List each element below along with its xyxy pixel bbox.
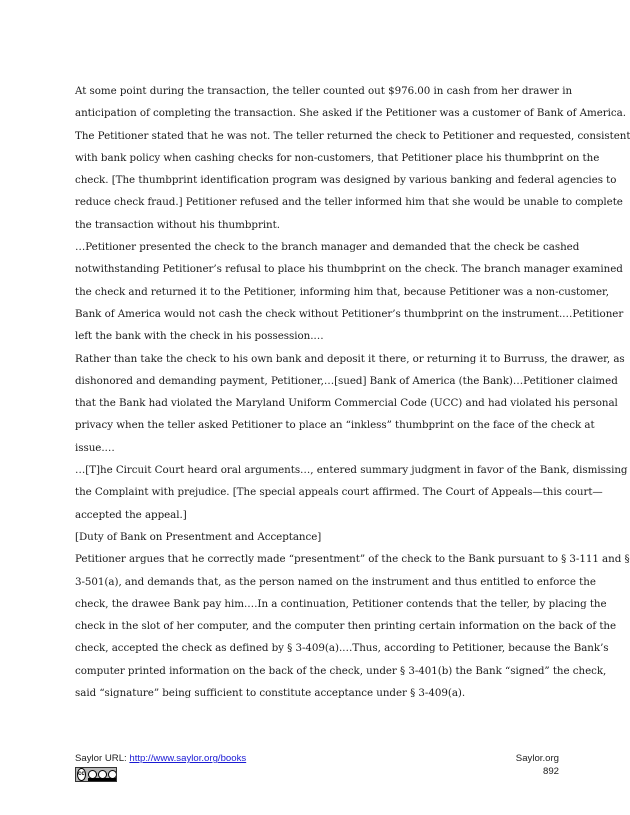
- text-line: the Complaint with prejudice. [The special appeals court affirmed. The Court of Appeals—this court—: [75, 486, 603, 499]
- section-heading: [Duty of Bank on Presentment and Acceptance]: [75, 530, 322, 543]
- footer-right: [516, 753, 559, 778]
- text-line: check in the slot of her computer, and the computer then printing certain information on the back of the: [75, 620, 617, 633]
- page-number: 892: [542, 765, 559, 777]
- text-line: …Petitioner presented the check to the branch manager and demanded that the check be cashed: [75, 241, 580, 254]
- text-line: …[T]he Circuit Court heard oral arguments…, entered summary judgment in favor of the Bank, dismissing: [75, 464, 628, 477]
- text-line: notwithstanding Petitioner’s refusal to place his thumbprint on the check. The branch manager examined: [75, 263, 623, 276]
- text-line: the check and returned it to the Petitioner, informing him that, because Petitioner was a non-customer,: [75, 285, 610, 298]
- text-line: check. [The thumbprint identification program was designed by various banking and federal agencies to: [75, 174, 617, 187]
- badge-strip: [88, 778, 116, 781]
- text-line: 3-501(a), and demands that, as the person named on the instrument and thus entitled to enforce the: [75, 575, 596, 588]
- cc-license-badge-icon: [75, 767, 117, 782]
- cc-logo-icon: cc: [77, 768, 86, 781]
- text-line: check, the drawee Bank pay him.…In a continuation, Petitioner contends that the teller, by placing the: [75, 597, 607, 610]
- text-line: Rather than take the check to his own bank and deposit it there, or returning it to Burruss, the drawer, as: [75, 352, 625, 365]
- footer-site: Saylor.org: [515, 753, 559, 764]
- text-line: left the bank with the check in his possession.…: [75, 330, 324, 343]
- text-line: anticipation of completing the transaction. She asked if the Petitioner was a customer of Bank of America.: [75, 107, 626, 120]
- text-line: Petitioner argues that he correctly made “presentment” of the check to the Bank pursuant to § 3-111 and §: [75, 553, 630, 566]
- footer-url-link[interactable]: http://www.saylor.org/books: [129, 753, 247, 764]
- text-line: dishonored and demanding payment, Petitioner,…[sued] Bank of America (the Bank)…Petitioner claimed: [75, 374, 618, 387]
- text-line: computer printed information on the back of the check, under § 3-401(b) the Bank “signed” the check,: [75, 664, 607, 677]
- text-line: check, accepted the check as defined by § 3-409(a).…Thus, according to Petitioner, because the Bank’s: [75, 642, 609, 655]
- text-line: Bank of America would not cash the check without Petitioner’s thumbprint on the instrument.…Petitioner: [75, 307, 624, 320]
- footer-url-label: Saylor URL:: [75, 753, 130, 764]
- text-line: At some point during the transaction, the teller counted out $976.00 in cash from her drawer in: [75, 85, 573, 97]
- text-line: The Petitioner stated that he was not. The teller returned the check to Petitioner and requested, consistent: [75, 129, 630, 142]
- text-line: that the Bank had violated the Maryland Uniform Commercial Code (UCC) and had violated his personal: [75, 397, 618, 410]
- text-line: reduce check fraud.] Petitioner refused and the teller informed him that she would be unable to complete: [75, 196, 623, 209]
- text-line: privacy when the teller asked Petitioner to place an “inkless” thumbprint on the face of the check at: [75, 419, 595, 432]
- footer-url-line: [75, 753, 246, 764]
- text-line: the transaction without his thumbprint.: [75, 218, 280, 231]
- text-line: accepted the appeal.]: [75, 508, 187, 521]
- text-line: issue.…: [75, 441, 115, 454]
- text-line: with bank policy when cashing checks for non-customers, that Petitioner place his thumbprint on the: [75, 151, 600, 164]
- document-body: [75, 80, 630, 704]
- text-line: said “signature” being sufficient to constitute acceptance under § 3-409(a).: [75, 687, 466, 700]
